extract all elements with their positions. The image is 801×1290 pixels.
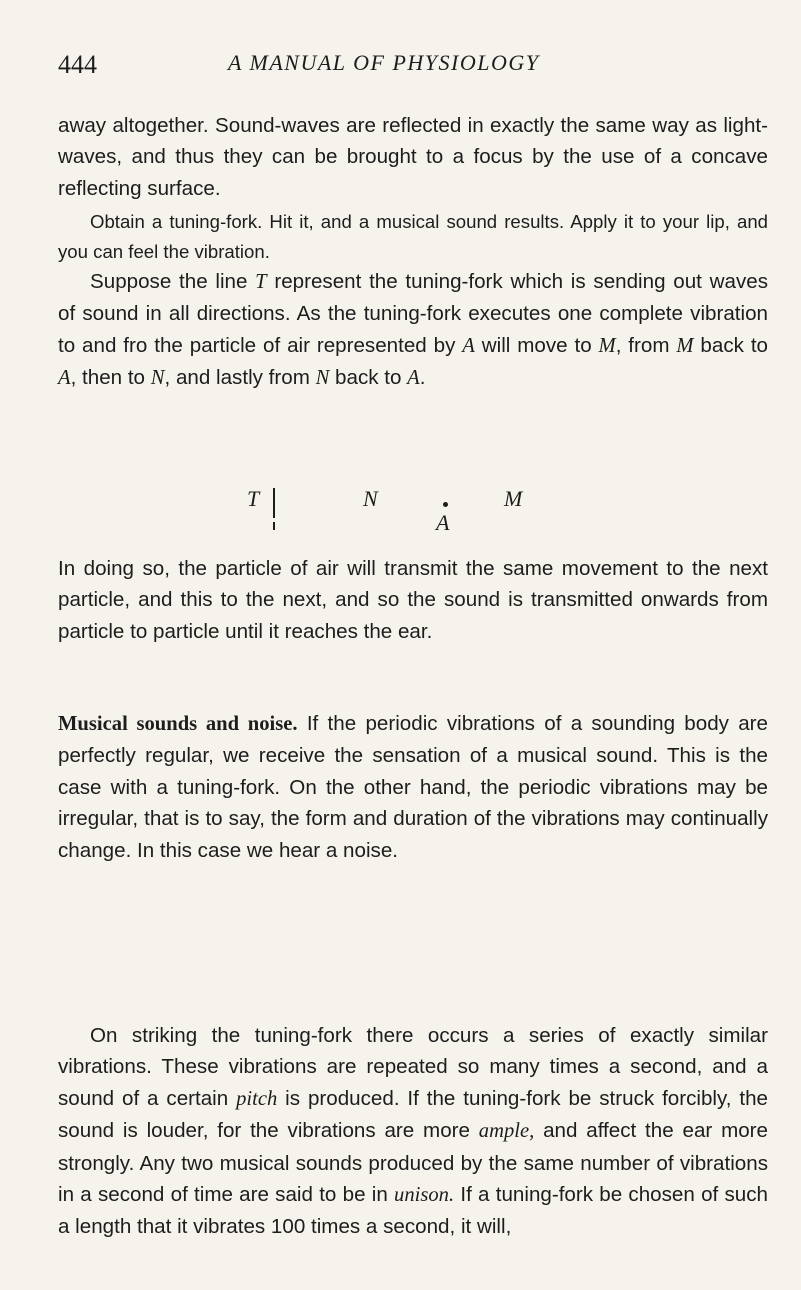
figure-label-t: T [247,486,260,511]
paragraph-6 [58,1020,768,1243]
paragraph-text: Obtain a tuning-fork. Hit it, and a musical sound results. Apply it to your lip, and you can feel the vibration. [58,211,768,262]
running-title: A MANUAL OF PHYSIOLOGY [228,50,540,75]
paragraph-2-experiment [58,207,768,267]
page-number: 444 [58,50,97,79]
figure-label-a: A [436,510,450,535]
tuning-fork-line [273,488,275,518]
page-header [58,50,758,82]
air-particle-dot [443,502,448,507]
paragraph-4 [58,553,768,647]
paragraph-text: away altogether. Sound-waves are reflected in exactly the same way as light-waves, and thus they can be brought to a focus by the use of a concave reflecting surface. [58,114,768,200]
paragraph-5 [58,708,768,866]
figure-label-n: N [363,486,378,511]
paragraph-text: Suppose the line T represent the tuning-fork which is sending out waves of sound in all directions. As the tuning-fork executes one complete vibration to and fro the particle of air represented by A will move to M, from M back to A, then to N, and lastly from N back to A. [58,270,768,390]
paragraph-text: In doing so, the particle of air will transmit the same movement to the next particle, and this to the next, and so the sound is transmitted onwards from particle to particle until it reaches the ear. [58,557,768,643]
tuning-fork-line-tick [273,522,275,530]
paragraph-text: On striking the tuning-fork there occurs a series of exactly similar vibrations. These vibrations are repeated so many times a second, and a sound of a certain pitch is produced. If the tuning-fork be struck forcibly, the sound is louder, for the vibrations are more ample, and affect the ear more strongly. Any two musical sounds produced by the same number of vibrations in a second of time are said to be in unison. If a tuning-fork be chosen of such a length that it vibrates 100 times a second, it will, [58,1024,769,1239]
tuning-fork-diagram [220,486,580,536]
figure-label-m: M [504,486,523,511]
paragraph-3 [58,266,768,395]
paragraph-1 [58,110,768,204]
paragraph-text: Musical sounds and noise. If the periodic vibrations of a sounding body are perfectly regular, we receive the sensation of a musical sound. This is the case with a tuning-fork. On the other hand, the periodic vibrations may be irregular, that is to say, the form and duration of the vibrations may continually change. In this case we hear a noise. [58,712,768,862]
section-heading: Musical sounds and noise. [58,713,298,735]
